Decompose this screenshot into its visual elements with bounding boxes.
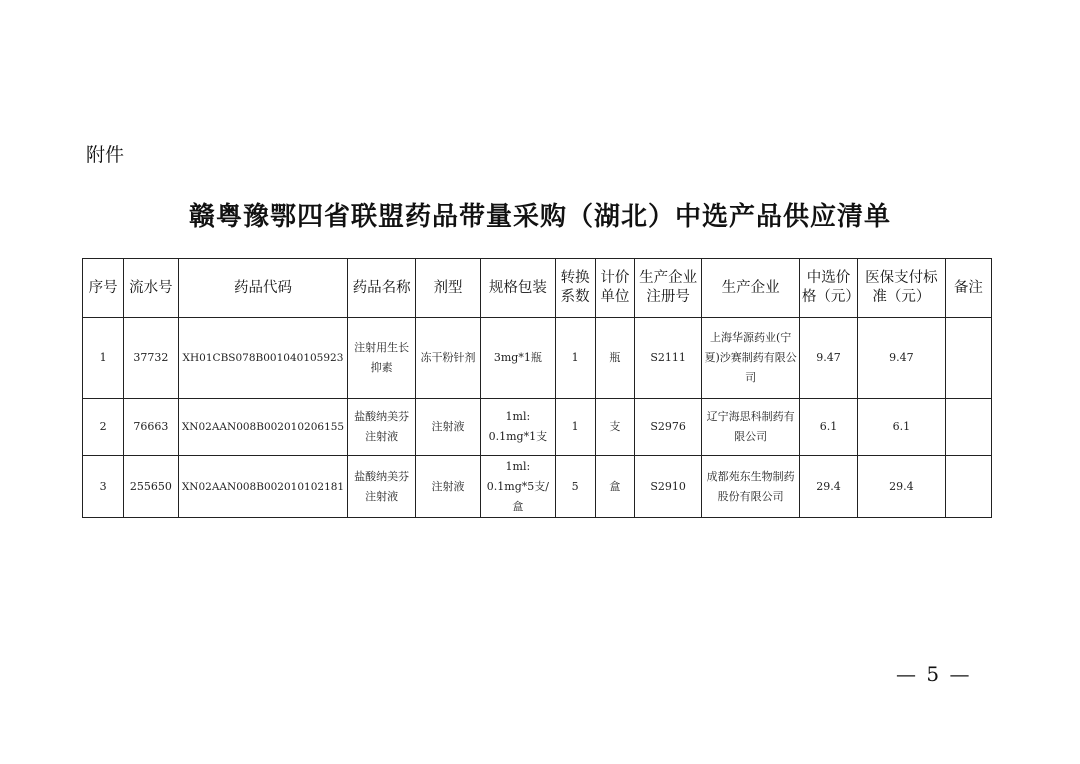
cell-spec: 1ml: 0.1mg*1支	[481, 399, 555, 456]
cell-spec: 3mg*1瓶	[481, 318, 555, 399]
cell-remark	[945, 399, 991, 456]
header-cell: 计价单位	[595, 259, 634, 318]
cell-factor: 1	[555, 318, 595, 399]
header-cell: 医保支付标准（元）	[858, 259, 945, 318]
cell-manufacturer: 成都苑东生物制药股份有限公司	[702, 456, 800, 518]
cell-serial: 37732	[124, 318, 178, 399]
table-row	[83, 318, 992, 399]
header-cell: 生产企业注册号	[634, 259, 701, 318]
cell-reg-no: S2111	[634, 318, 701, 399]
supply-list-table	[82, 258, 992, 518]
cell-remark	[945, 456, 991, 518]
cell-serial: 76663	[124, 399, 178, 456]
cell-factor: 5	[555, 456, 595, 518]
cell-spec: 1ml: 0.1mg*5支/盒	[481, 456, 555, 518]
header-cell: 流水号	[124, 259, 178, 318]
cell-dosage-form: 注射液	[415, 399, 480, 456]
cell-drug-name: 注射用生长抑素	[348, 318, 415, 399]
cell-drug-name: 盐酸纳美芬注射液	[348, 399, 415, 456]
cell-insurance-standard: 29.4	[858, 456, 945, 518]
cell-dosage-form: 注射液	[415, 456, 480, 518]
page-number: — 5 —	[896, 662, 972, 686]
cell-drug-code: XH01CBS078B001040105923	[178, 318, 348, 399]
cell-reg-no: S2976	[634, 399, 701, 456]
header-cell: 转换系数	[555, 259, 595, 318]
header-cell: 药品名称	[348, 259, 415, 318]
cell-index: 1	[83, 318, 124, 399]
cell-drug-code: XN02AAN008B002010206155	[178, 399, 348, 456]
header-row	[83, 259, 992, 318]
cell-manufacturer: 上海华源药业(宁夏)沙赛制药有限公司	[702, 318, 800, 399]
header-cell: 序号	[83, 259, 124, 318]
cell-serial: 255650	[124, 456, 178, 518]
table-row	[83, 456, 992, 518]
cell-unit: 瓶	[595, 318, 634, 399]
header-cell: 生产企业	[702, 259, 800, 318]
table-row	[83, 399, 992, 456]
cell-insurance-standard: 6.1	[858, 399, 945, 456]
header-cell: 规格包装	[481, 259, 555, 318]
header-cell: 中选价格（元）	[799, 259, 857, 318]
cell-dosage-form: 冻干粉针剂	[415, 318, 480, 399]
cell-unit: 支	[595, 399, 634, 456]
cell-price: 6.1	[799, 399, 857, 456]
cell-factor: 1	[555, 399, 595, 456]
cell-manufacturer: 辽宁海思科制药有限公司	[702, 399, 800, 456]
cell-index: 3	[83, 456, 124, 518]
cell-price: 9.47	[799, 318, 857, 399]
cell-unit: 盒	[595, 456, 634, 518]
document-title: 赣粤豫鄂四省联盟药品带量采购（湖北）中选产品供应清单	[188, 202, 891, 232]
header-cell: 药品代码	[178, 259, 348, 318]
cell-price: 29.4	[799, 456, 857, 518]
header-cell: 备注	[945, 259, 991, 318]
cell-index: 2	[83, 399, 124, 456]
cell-remark	[945, 318, 991, 399]
cell-insurance-standard: 9.47	[858, 318, 945, 399]
header-cell: 剂型	[415, 259, 480, 318]
cell-reg-no: S2910	[634, 456, 701, 518]
cell-drug-code: XN02AAN008B002010102181	[178, 456, 348, 518]
cell-drug-name: 盐酸纳美芬注射液	[348, 456, 415, 518]
attachment-label: 附件	[86, 144, 125, 166]
